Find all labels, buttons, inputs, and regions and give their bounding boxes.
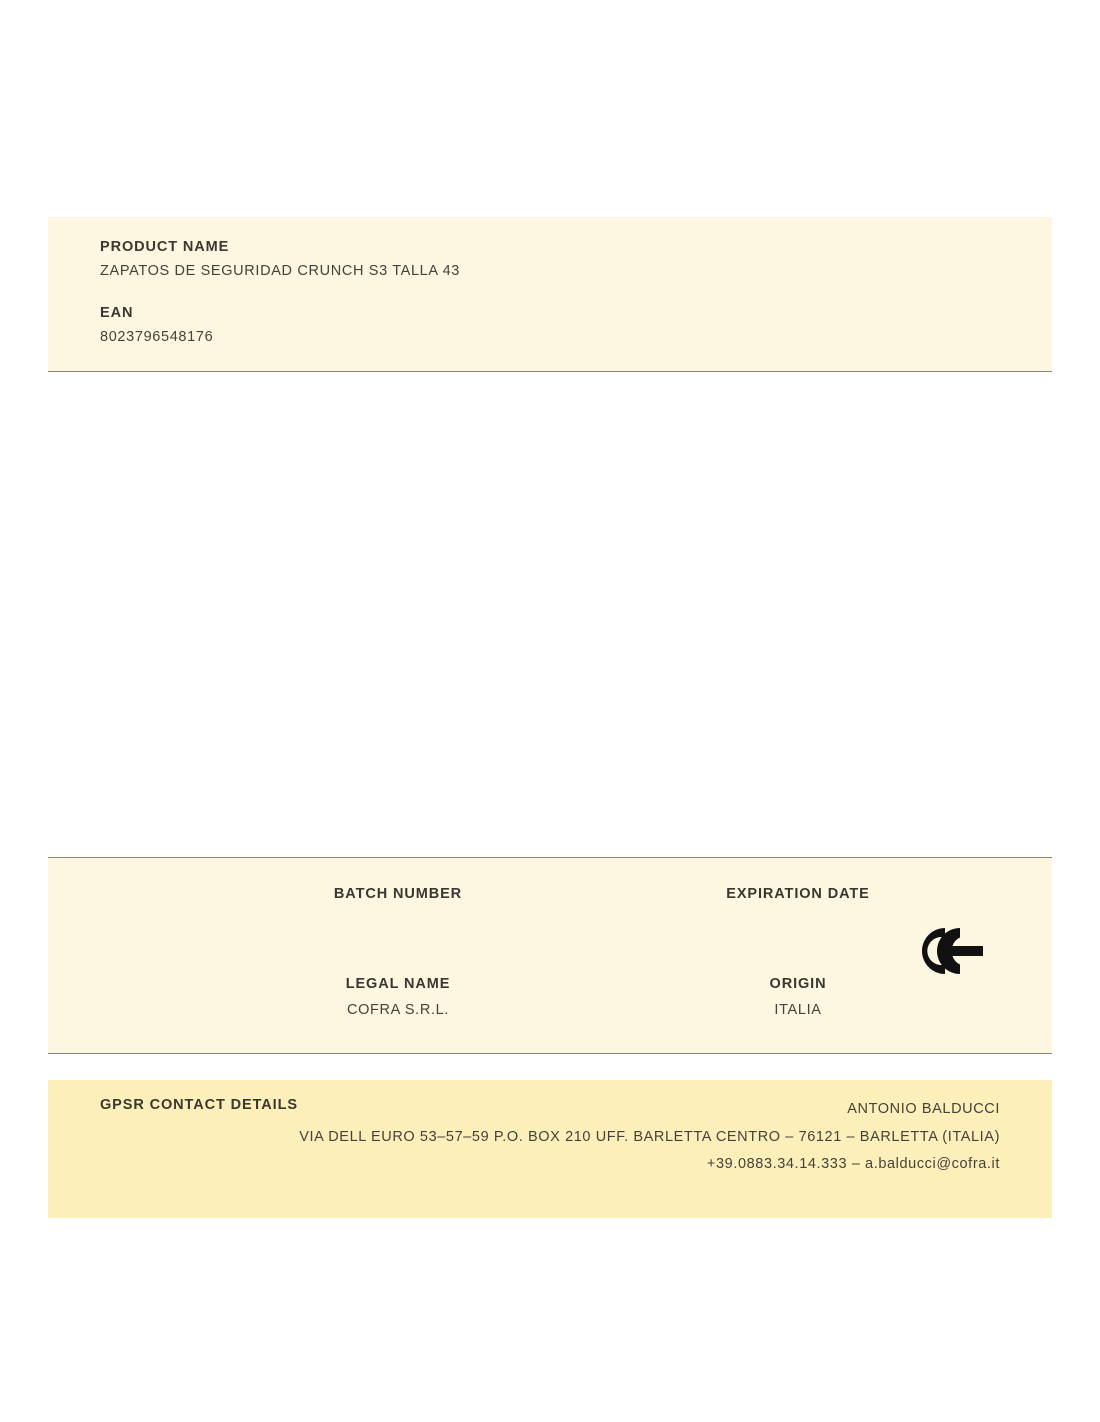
gpsr-contact-panel [48,1080,1052,1218]
expiration-date-field [628,886,968,912]
expiration-date-label: EXPIRATION DATE [726,886,870,902]
product-info-panel [48,217,1052,372]
gpsr-contact-line: +39.0883.34.14.333 – a.balducci@cofra.it [706,1156,1000,1173]
legal-name-label: LEGAL NAME [345,976,451,992]
batch-number-label: BATCH NUMBER [333,886,463,902]
origin-value: ITALIA [774,1002,822,1018]
product-name-value: ZAPATOS DE SEGURIDAD CRUNCH S3 TALLA 43 [100,263,461,279]
origin-field [628,976,968,1018]
legal-name-value: COFRA S.R.L. [346,1002,450,1018]
product-name-field [100,239,1000,279]
origin-label: ORIGIN [769,976,827,992]
ce-mark-icon [904,920,1004,982]
ean-label: EAN [100,305,134,321]
product-name-label: PRODUCT NAME [100,239,230,255]
ean-value: 8023796548176 [100,329,214,345]
ean-field [100,305,1000,345]
gpsr-contact-name: ANTONIO BALDUCCI [847,1101,1000,1117]
gpsr-title: GPSR CONTACT DETAILS [100,1097,298,1113]
gpsr-address: VIA DELL EURO 53–57–59 P.O. BOX 210 UFF. BARLETTA CENTRO – 76121 – BARLETTA (ITALIA) [299,1128,1000,1145]
batch-number-field [228,886,568,912]
details-grid [48,858,1052,1053]
details-panel [48,857,1052,1054]
legal-name-field [228,976,568,1018]
